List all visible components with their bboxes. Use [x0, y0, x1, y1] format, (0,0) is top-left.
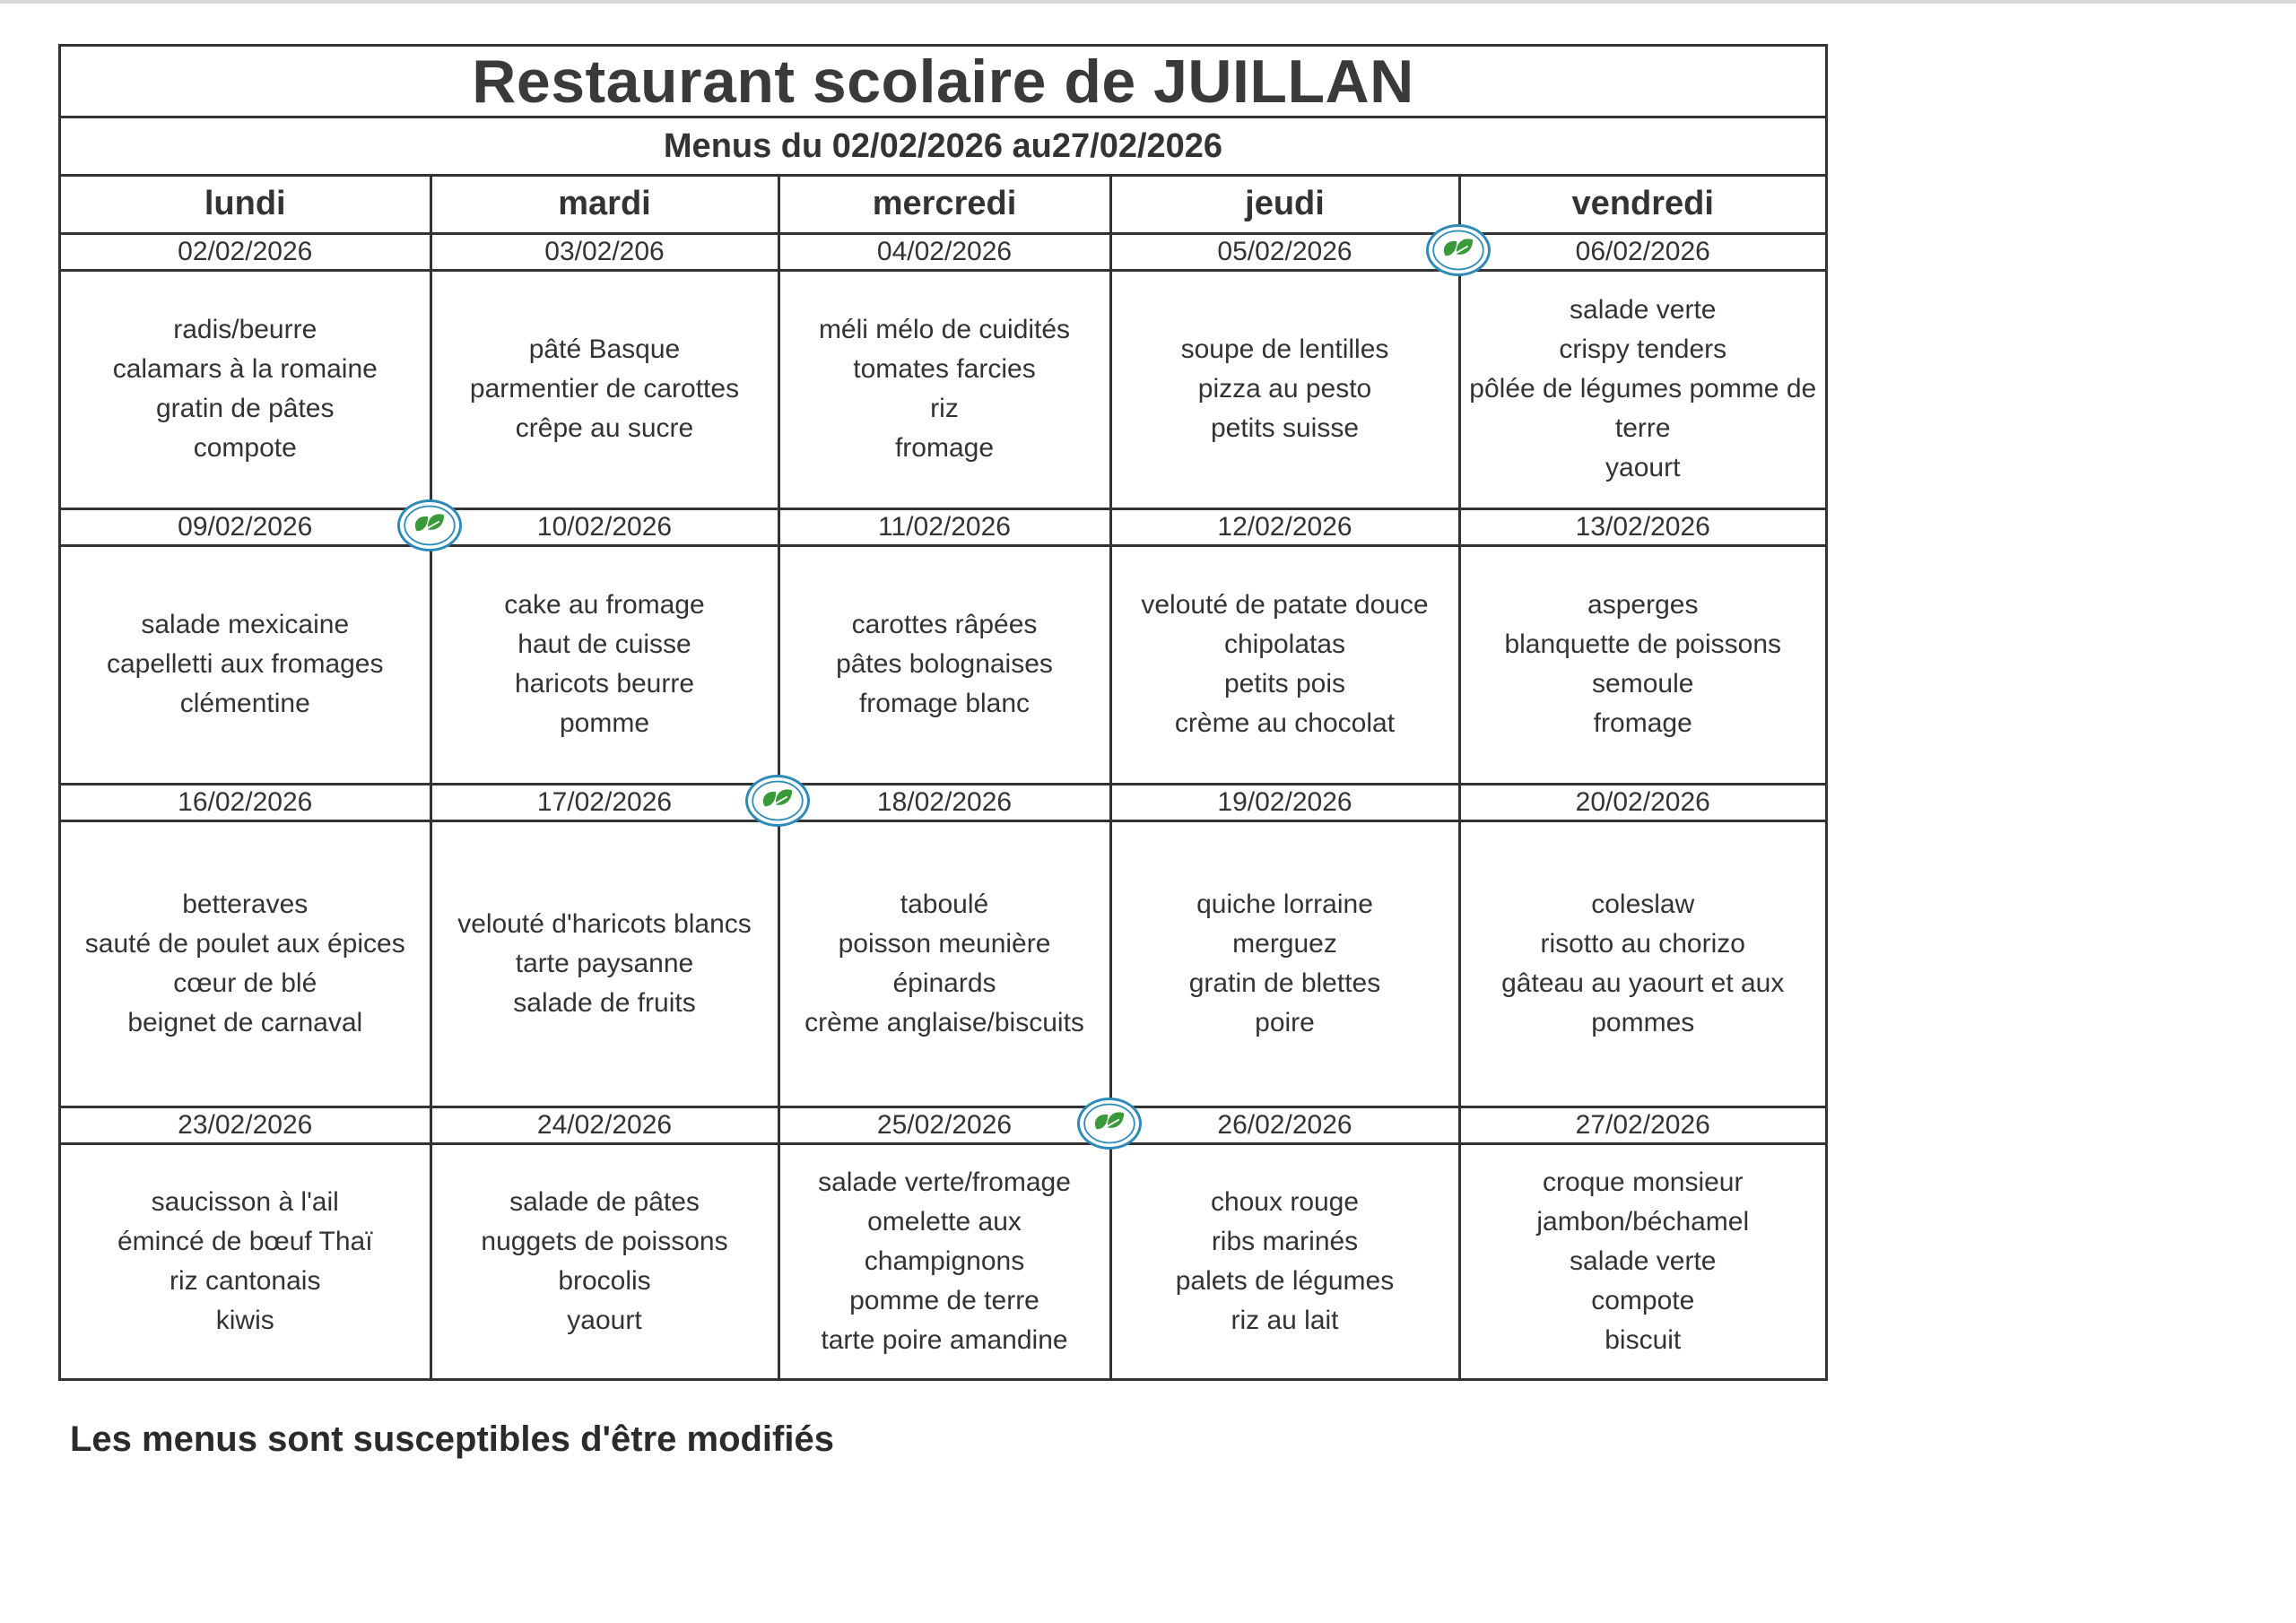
- dish-line: gratin de pâtes: [156, 394, 335, 423]
- dish-line: betteraves: [182, 889, 309, 919]
- date-label: 02/02/2026: [178, 236, 313, 266]
- dish-line: asperges: [1587, 590, 1699, 620]
- day-header: lundi: [61, 177, 430, 233]
- date-cell: [1459, 784, 1825, 820]
- date-label: 03/02/206: [544, 236, 665, 266]
- menu-sheet: [58, 44, 1828, 1381]
- dish-line: haricots beurre: [514, 669, 695, 699]
- date-label: 25/02/2026: [876, 1109, 1013, 1140]
- footer-note: Les menus sont susceptibles d'être modifiés: [70, 1419, 834, 1459]
- date-cell: [778, 233, 1110, 270]
- menu-cell: [430, 820, 778, 1107]
- dish-line: poire: [1255, 1007, 1315, 1037]
- dish-line: omelette aux: [867, 1206, 1022, 1237]
- dish-line: brocolis: [558, 1265, 651, 1296]
- dish-line: salade de pâtes: [509, 1186, 700, 1217]
- dish-line: compote: [1591, 1285, 1695, 1315]
- date-cell: [1110, 508, 1459, 545]
- date-cell: [1459, 1107, 1825, 1143]
- dish-line: crêpe au sucre: [515, 413, 694, 443]
- dish-line: gâteau au yaourt et aux: [1501, 968, 1785, 998]
- date-cell: [430, 233, 778, 270]
- dish-line: soupe de lentilles: [1180, 334, 1389, 364]
- date-label: 24/02/2026: [536, 1109, 673, 1140]
- dish-line: quiche lorraine: [1196, 889, 1373, 919]
- date-cell: [430, 784, 778, 820]
- dish-line: choux rouge: [1210, 1186, 1360, 1217]
- date-cell: [778, 508, 1110, 545]
- date-label: 04/02/2026: [876, 236, 1013, 266]
- menu-cell: [778, 1143, 1110, 1378]
- menu-cell: [430, 545, 778, 784]
- dish-line: crispy tenders: [1559, 334, 1727, 364]
- date-label: 23/02/2026: [178, 1109, 313, 1140]
- date-cell: [1459, 508, 1825, 545]
- dish-line: fromage: [894, 433, 995, 463]
- dish-line: compote: [193, 433, 297, 463]
- date-row: [61, 1107, 1825, 1143]
- date-label: 11/02/2026: [878, 511, 1011, 542]
- menu-cell: [1459, 1143, 1825, 1378]
- dish-line: palets de légumes: [1175, 1265, 1395, 1296]
- date-cell: [61, 1107, 430, 1143]
- date-cell: [430, 1107, 778, 1143]
- dish-line: velouté de patate douce: [1141, 590, 1429, 620]
- date-label: 06/02/2026: [1575, 236, 1710, 266]
- date-label: 10/02/2026: [536, 511, 673, 542]
- date-row: [61, 233, 1825, 270]
- dish-line: tarte poire amandine: [821, 1324, 1068, 1355]
- dish-line: sauté de poulet aux épices: [84, 928, 405, 959]
- menu-row: [61, 1143, 1825, 1378]
- dish-line: salade verte: [1570, 1245, 1717, 1276]
- page-title: Restaurant scolaire de JUILLAN: [472, 47, 1414, 116]
- dish-line: capelletti aux fromages: [107, 649, 384, 679]
- dish-line: terre: [1614, 413, 1671, 443]
- dish-line: pomme: [559, 708, 650, 738]
- dish-line: clémentine: [179, 689, 310, 718]
- dish-line: cœur de blé: [173, 968, 317, 998]
- date-cell: [1110, 784, 1459, 820]
- vegetarian-leaf-icon: [397, 499, 462, 551]
- dish-line: riz: [930, 394, 959, 423]
- dish-line: crème au chocolat: [1174, 708, 1396, 738]
- dish-line: carottes râpées: [851, 610, 1038, 639]
- dish-line: croque monsieur: [1543, 1167, 1744, 1197]
- vegetarian-leaf-icon: [1077, 1098, 1142, 1150]
- date-label: 19/02/2026: [1217, 786, 1352, 817]
- dish-line: fromage: [1593, 708, 1692, 738]
- dish-line: chipolatas: [1223, 629, 1346, 659]
- dish-line: semoule: [1592, 669, 1694, 699]
- menu-cell: [1459, 820, 1825, 1107]
- menu-row: [61, 270, 1825, 508]
- day-header: jeudi: [1110, 177, 1459, 233]
- dish-line: kiwis: [215, 1305, 274, 1335]
- day-header-row: [61, 177, 1825, 233]
- menu-row: [61, 820, 1825, 1107]
- vegetarian-leaf-icon: [1426, 224, 1491, 276]
- dish-line: parmentier de carottes: [469, 374, 740, 404]
- day-header: vendredi: [1459, 177, 1825, 233]
- date-label: 20/02/2026: [1575, 786, 1710, 817]
- date-label: 13/02/2026: [1575, 511, 1710, 542]
- date-cell: [1110, 1107, 1459, 1143]
- dish-line: saucisson à l'ail: [151, 1186, 339, 1217]
- menu-cell: [61, 820, 430, 1107]
- dish-line: coleslaw: [1591, 889, 1695, 919]
- menu-cell: [1459, 270, 1825, 508]
- menu-cell: [61, 270, 430, 508]
- dish-line: yaourt: [567, 1305, 642, 1335]
- day-header: mercredi: [778, 177, 1110, 233]
- dish-line: risotto au chorizo: [1540, 928, 1745, 959]
- dish-line: radis/beurre: [173, 315, 317, 344]
- menu-cell: [430, 1143, 778, 1378]
- dish-line: salade verte: [1570, 295, 1717, 325]
- date-cell: [1110, 233, 1459, 270]
- menu-cell: [430, 270, 778, 508]
- date-cell: [61, 233, 430, 270]
- menu-period: Menus du 02/02/2026 au27/02/2026: [663, 126, 1223, 165]
- dish-line: tomates farcies: [853, 354, 1036, 384]
- date-label: 05/02/2026: [1217, 236, 1352, 266]
- date-label: 17/02/2026: [536, 786, 673, 817]
- date-label: 26/02/2026: [1217, 1109, 1352, 1140]
- dish-line: pommes: [1591, 1007, 1695, 1037]
- dish-line: pâté Basque: [528, 334, 681, 364]
- dish-line: riz cantonais: [170, 1265, 321, 1296]
- menu-cell: [778, 820, 1110, 1107]
- date-cell: [778, 1107, 1110, 1143]
- menu-cell: [1110, 820, 1459, 1107]
- dish-line: ribs marinés: [1211, 1226, 1359, 1256]
- dish-line: poisson meunière: [838, 928, 1051, 959]
- dish-line: pôlée de légumes pomme de: [1469, 374, 1817, 404]
- dish-line: épinards: [892, 968, 996, 998]
- dish-line: blanquette de poissons: [1504, 629, 1782, 659]
- menu-row: [61, 545, 1825, 784]
- menu-cell: [1110, 1143, 1459, 1378]
- dish-line: riz au lait: [1231, 1305, 1339, 1335]
- dish-line: salade mexicaine: [141, 610, 350, 639]
- date-label: 18/02/2026: [876, 786, 1013, 817]
- date-label: 09/02/2026: [178, 511, 313, 542]
- menu-cell: [1459, 545, 1825, 784]
- dish-line: velouté d'haricots blancs: [457, 908, 752, 939]
- date-cell: [778, 784, 1110, 820]
- menu-cell: [778, 270, 1110, 508]
- dish-line: fromage blanc: [858, 689, 1031, 718]
- dish-line: gratin de blettes: [1188, 968, 1381, 998]
- dish-line: taboulé: [900, 889, 989, 919]
- dish-line: haut de cuisse: [517, 629, 691, 659]
- date-label: 12/02/2026: [1217, 511, 1352, 542]
- dish-line: beignet de carnaval: [127, 1007, 363, 1037]
- dish-line: pâtes bolognaises: [836, 649, 1053, 679]
- day-header: mardi: [430, 177, 778, 233]
- dish-line: émincé de bœuf Thaï: [117, 1226, 373, 1256]
- date-row: [61, 508, 1825, 545]
- dish-line: calamars à la romaine: [112, 354, 378, 384]
- menu-cell: [61, 1143, 430, 1378]
- date-row: [61, 784, 1825, 820]
- vegetarian-leaf-icon: [745, 775, 810, 827]
- subtitle-row: [61, 118, 1825, 177]
- page-top-rule: [0, 0, 2296, 4]
- menu-table: [61, 177, 1825, 1378]
- dish-line: salade verte/fromage: [818, 1167, 1071, 1197]
- date-label: 16/02/2026: [178, 786, 313, 817]
- dish-line: cake au fromage: [504, 590, 705, 620]
- dish-line: biscuit: [1605, 1324, 1682, 1355]
- dish-line: yaourt: [1605, 453, 1681, 482]
- dish-line: méli mélo de cuidités: [818, 315, 1071, 344]
- dish-line: pizza au pesto: [1197, 374, 1372, 404]
- menu-cell: [778, 545, 1110, 784]
- dish-line: merguez: [1232, 928, 1337, 959]
- title-row: [61, 47, 1825, 118]
- dish-line: salade de fruits: [513, 987, 696, 1018]
- date-label: 27/02/2026: [1575, 1109, 1710, 1140]
- dish-line: petits suisse: [1210, 413, 1360, 443]
- menu-cell: [61, 545, 430, 784]
- dish-line: petits pois: [1223, 669, 1346, 699]
- date-cell: [1459, 233, 1825, 270]
- menu-cell: [1110, 270, 1459, 508]
- date-cell: [61, 784, 430, 820]
- weeks-body: [61, 233, 1825, 1378]
- dish-line: crème anglaise/biscuits: [804, 1007, 1084, 1037]
- dish-line: tarte paysanne: [515, 948, 694, 978]
- dish-line: champignons: [864, 1245, 1025, 1276]
- dish-line: nuggets de poissons: [481, 1226, 728, 1256]
- dish-line: jambon/béchamel: [1536, 1206, 1750, 1237]
- dish-line: pomme de terre: [849, 1285, 1039, 1315]
- date-cell: [430, 508, 778, 545]
- date-cell: [61, 508, 430, 545]
- menu-cell: [1110, 545, 1459, 784]
